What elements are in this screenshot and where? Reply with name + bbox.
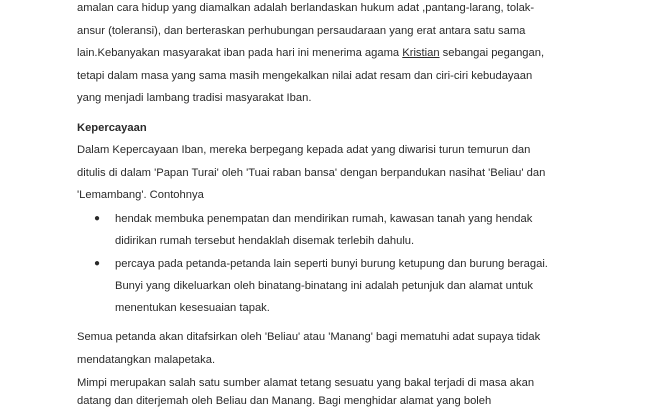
para2-line-2: mendatangkan malapetaka. bbox=[77, 354, 216, 366]
bullet2-line-2: Bunyi yang dikeluarkan oleh binatang-binatang ini adalah petunjuk dan alamat untuk bbox=[115, 280, 533, 292]
bullet1-line-1: hendak membuka penempatan dan mendirikan rumah, kawasan tanah yang hendak bbox=[115, 213, 533, 225]
intro-line-4: tetapi dalam masa yang sama masih mengekalkan nilai adat resam dan ciri-ciri kebudayaan bbox=[77, 70, 533, 82]
section-heading: Kepercayaan bbox=[77, 122, 147, 134]
para1-line-3: 'Lemambang'. Contohnya bbox=[77, 189, 204, 201]
bullet2-line-3: menentukan kesesuaian tapak. bbox=[115, 302, 270, 314]
para1-line-2: ditulis di dalam 'Papan Turai' oleh 'Tuai raban bansa' dengan berpandukan nasihat 'Beliau' dan bbox=[77, 167, 546, 179]
intro-line-5: yang menjadi lambang tradisi masyarakat Iban. bbox=[77, 92, 312, 104]
kristian-link[interactable]: Kristian bbox=[402, 47, 440, 59]
bullet-marker-1: ● bbox=[94, 213, 101, 224]
intro-line-3-text: lain.Kebanyakan masyarakat iban pada hari ini menerima agama bbox=[77, 47, 403, 59]
bullet2-line-1: percaya pada petanda-petanda lain seperti bunyi burung ketupung dan burung beragai. bbox=[115, 258, 548, 270]
para3-line-2: datang dan diterjemah oleh Beliau dan Manang. Bagi menghidar alamat yang boleh bbox=[77, 395, 492, 407]
intro-line-3-end: sebangai pegangan, bbox=[439, 47, 545, 59]
intro-line-2: ansur (toleransi), dan berteraskan perhubungan persaudaraan yang erat antara satu sama bbox=[77, 25, 526, 37]
bullet-marker-2: ● bbox=[94, 258, 101, 269]
bullet1-line-2: didirikan rumah tersebut hendaklah disemak terlebih dahulu. bbox=[115, 235, 415, 247]
para1-line-1: Dalam Kepercayaan Iban, mereka berpegang kepada adat yang diwarisi turun temurun dan bbox=[77, 144, 531, 156]
intro-line-3 bbox=[77, 46, 544, 60]
intro-line-1: amalan cara hidup yang diamalkan adalah berlandaskan hukum adat ,pantang-larang, tolak- bbox=[77, 2, 535, 14]
para2-line-1: Semua petanda akan ditafsirkan oleh 'Beliau' atau 'Manang' bagi mematuhi adat supaya tidak bbox=[77, 331, 541, 343]
para3-line-1: Mimpi merupakan salah satu sumber alamat tetang sesuatu yang bakal terjadi di masa akan bbox=[77, 377, 535, 389]
